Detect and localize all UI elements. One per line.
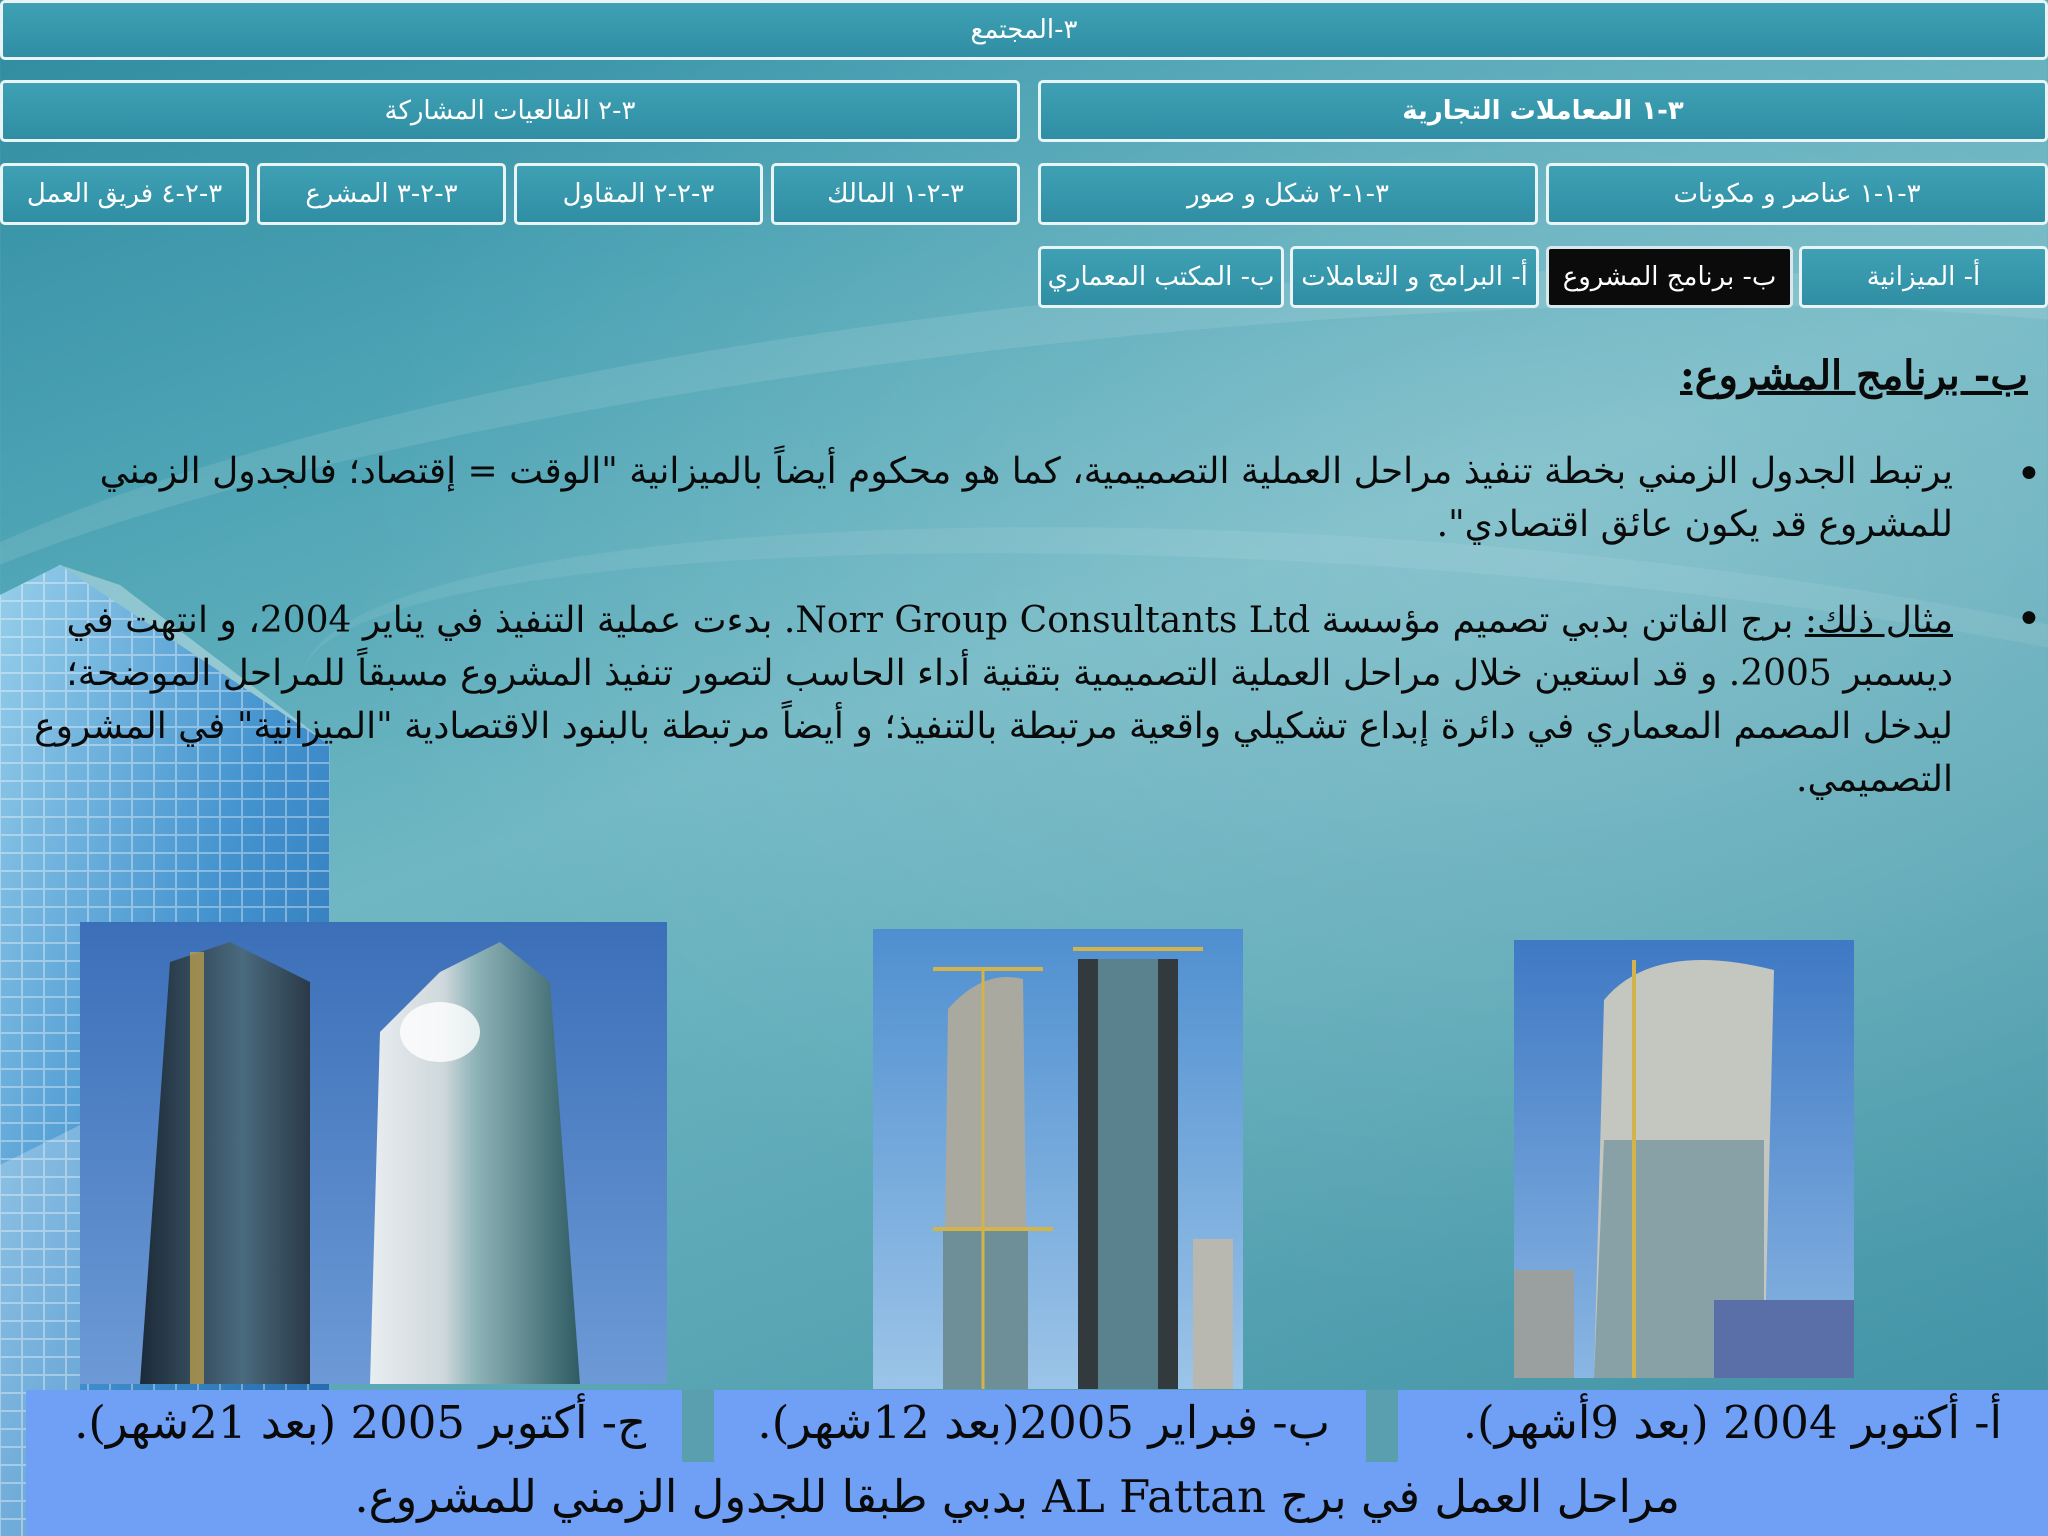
nav-project[interactable]: ٣-٢-٣ المشرع (257, 163, 506, 225)
paragraph-example (33, 594, 1953, 806)
nav-elements-components[interactable]: ٣-١-١ عناصر و مكونات (1546, 163, 2048, 225)
photo-october-2005 (80, 922, 667, 1384)
caption-gap (1366, 1390, 1398, 1462)
nav-contractor[interactable]: ٣-٢-٢ المقاول (514, 163, 763, 225)
nav-work-team[interactable]: ٣-٢-٤ فريق العمل (0, 163, 249, 225)
caption-a: أ- أكتوبر 2004 (بعد 9أشهر). (1462, 1396, 2002, 1449)
example-label: مثال ذلك: (1804, 600, 1953, 641)
nav-architect-office[interactable]: ب- المكتب المعماري (1038, 246, 1284, 308)
nav-owner[interactable]: ٣-٢-١ المالك (771, 163, 1020, 225)
example-text: برج الفاتن بدبي تصميم مؤسسة Norr Group Consultants Ltd. بدءت عملية التنفيذ في يناير 2004، و انتهت في ديسمبر 2005. و قد استعين خلال مراحل العملية التصميمية بتقنية أداء الحاسب لتصور تنفيذ المشروع مسبقاً للمراحل الموضحة؛ ليدخل المصمم المعماري في دائرة إبداع تشكيلي واقعية مرتبطة بالتنفيذ؛ و أيضاً مرتبطة بالبنود الاقتصادية "الميزانية" في المشروع التصميمي. (34, 600, 1953, 800)
photo-february-2005 (873, 929, 1243, 1389)
bullet-dot-icon: ● (2019, 455, 2038, 488)
nav-programs-transactions[interactable]: أ- البرامج و التعاملات (1290, 246, 1539, 308)
nav-community[interactable]: ٣-المجتمع (0, 0, 2048, 60)
nav-shape-images[interactable]: ٣-١-٢ شكل و صور (1038, 163, 1538, 225)
nav-project-program[interactable]: ب- برنامج المشروع (1546, 246, 1793, 308)
photo-october-2004 (1514, 940, 1854, 1378)
bullet-dot-icon: ● (2019, 600, 2038, 633)
caption-main: مراحل العمل في برج AL Fattan بدبي طبقا للجدول الزمني للمشروع. (354, 1470, 1680, 1523)
caption-c: ج- أكتوبر 2005 (بعد 21شهر). (74, 1396, 646, 1449)
nav-commercial-transactions[interactable]: ٣-١ المعاملات التجارية (1038, 80, 2048, 142)
nav-participating-activities[interactable]: ٣-٢ الفالعيات المشاركة (0, 80, 1020, 142)
section-heading: ب- برنامج المشروع: (1679, 352, 2028, 399)
nav-budget[interactable]: أ- الميزانية (1799, 246, 2048, 308)
caption-b: ب- فبراير 2005(بعد 12شهر). (757, 1396, 1330, 1449)
paragraph-schedule: يرتبط الجدول الزمني بخطة تنفيذ مراحل العملية التصميمية، كما هو محكوم أيضاً بالميزانية "الوقت = إقتصاد؛ فالجدول الزمني للمشروع قد يكون عائق اقتصادي". (99, 451, 1953, 545)
caption-gap (682, 1390, 714, 1462)
